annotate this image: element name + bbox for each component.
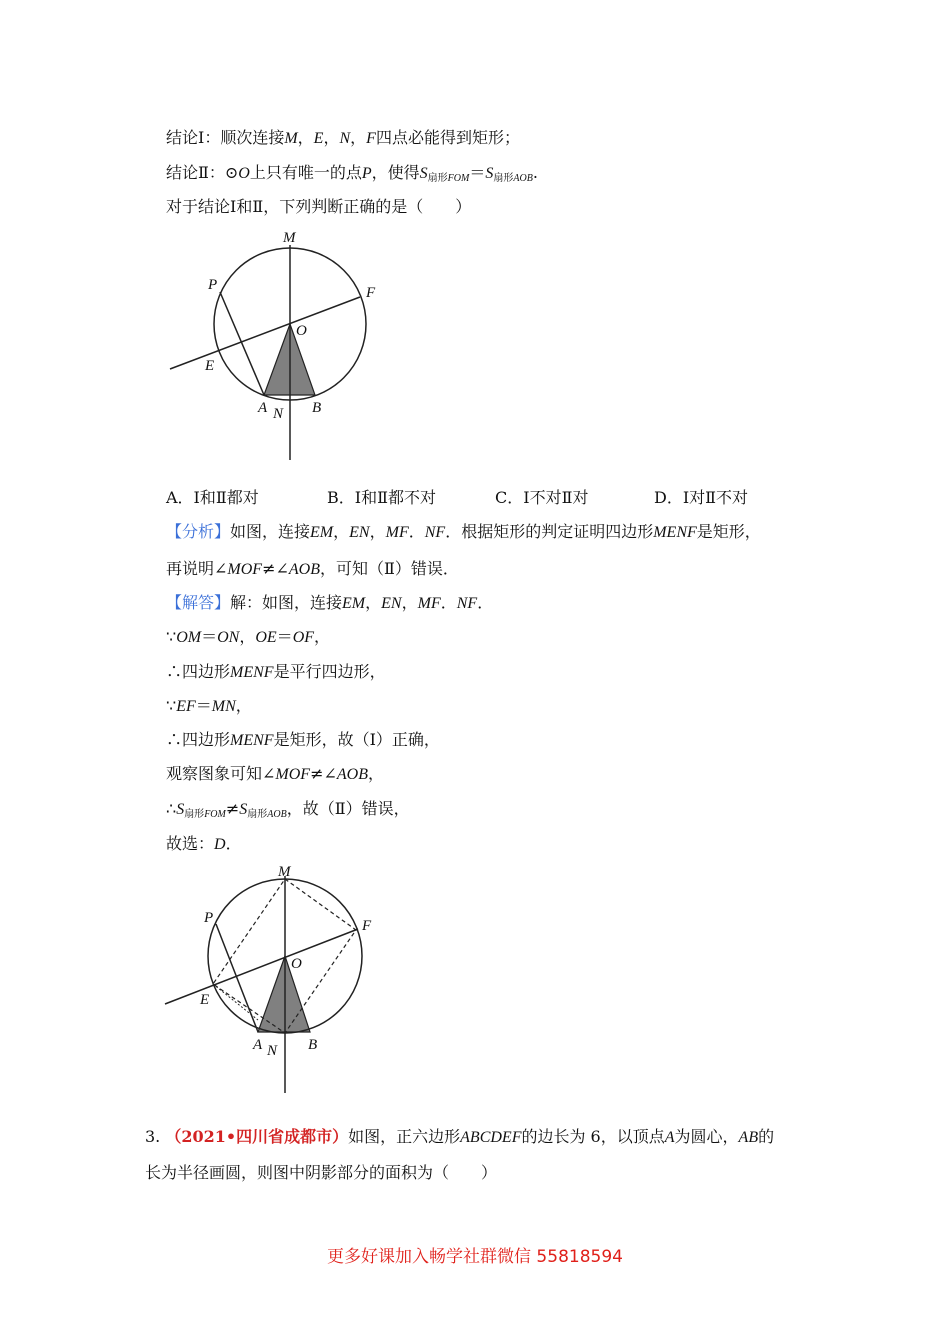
analysis-line-2: 再说明∠MOF≠∠AOB，可知（Ⅱ）错误． xyxy=(166,559,459,578)
solution-line-8: 故选：D． xyxy=(166,834,242,853)
label-m: M xyxy=(283,230,296,246)
analysis-tag: 【分析】 xyxy=(166,522,231,541)
label-b: B xyxy=(308,1037,318,1053)
option-c[interactable]: C．Ⅰ不对Ⅱ对 xyxy=(495,488,589,507)
label-o: O xyxy=(291,956,302,972)
label-o: O xyxy=(296,323,307,339)
conclusion-1: 结论Ⅰ：顺次连接M，E，N，F四点必能得到矩形； xyxy=(166,128,520,147)
label-p: P xyxy=(208,277,218,293)
label-e: E xyxy=(200,992,210,1008)
label-p: P xyxy=(204,910,214,926)
label-m: M xyxy=(278,864,291,880)
label-b: B xyxy=(312,400,322,416)
line-ef xyxy=(165,929,358,1004)
line-ef xyxy=(170,297,360,369)
solution-line-7: $\therefore S_{扇形FOM}\ne S_{扇形AOB}$，故（Ⅱ）错误， xyxy=(166,799,410,820)
problem-3-line-2: 长为半径画圆，则图中阴影部分的面积为（ ） xyxy=(145,1163,498,1182)
label-e: E xyxy=(205,358,215,374)
label-a: A xyxy=(253,1037,263,1053)
label-f: F xyxy=(366,285,376,301)
solution-line-3: ∴四边形MENF是平行四边形， xyxy=(166,662,386,681)
problem-source: （2021•四川省成都市） xyxy=(165,1127,349,1146)
solution-line-5: ∴四边形MENF是矩形，故（Ⅰ）正确， xyxy=(166,730,440,749)
option-b[interactable]: B．Ⅰ和Ⅱ都不对 xyxy=(327,488,436,507)
options-row xyxy=(166,486,806,510)
solution-tag: 【解答】 xyxy=(166,593,231,612)
label-n: N xyxy=(267,1043,278,1059)
problem-3-line-1: 3. （2021•四川省成都市）如图，正六边形ABCDEF的边长为 6，以顶点A为圆心，AB的 xyxy=(145,1127,775,1146)
solution-line-1: 【解答】解：如图，连接EM，EN，MF．NF． xyxy=(166,593,494,612)
solution-line-4: ∵EF＝MN， xyxy=(166,696,252,715)
option-a[interactable]: A．Ⅰ和Ⅱ都对 xyxy=(166,488,259,507)
figure-1 xyxy=(160,225,400,465)
figure-2 xyxy=(160,860,400,1100)
option-d[interactable]: D．Ⅰ对Ⅱ不对 xyxy=(654,488,749,507)
shaded-sector-aob xyxy=(258,956,310,1032)
label-a: A xyxy=(258,400,268,416)
line-pa xyxy=(220,292,264,395)
conclusion-2: 结论Ⅱ：⊙O上只有唯一的点P，使得$S_{扇形FOM}=S_{扇形AOB}$. xyxy=(166,163,538,184)
label-n: N xyxy=(273,406,284,422)
solution-line-6: 观察图象可知∠MOF≠∠AOB， xyxy=(166,764,385,783)
question-text: 对于结论Ⅰ和Ⅱ，下列判断正确的是（ ） xyxy=(166,197,472,216)
solution-line-2: ∵OM＝ON，OE＝OF， xyxy=(166,627,331,646)
analysis-line-1: 【分析】如图，连接EM，EN，MF．NF．根据矩形的判定证明四边形MENF是矩形， xyxy=(166,522,761,541)
label-f: F xyxy=(362,918,372,934)
footer-promo: 更多好课加入畅学社群微信 55818594 xyxy=(327,1247,623,1267)
